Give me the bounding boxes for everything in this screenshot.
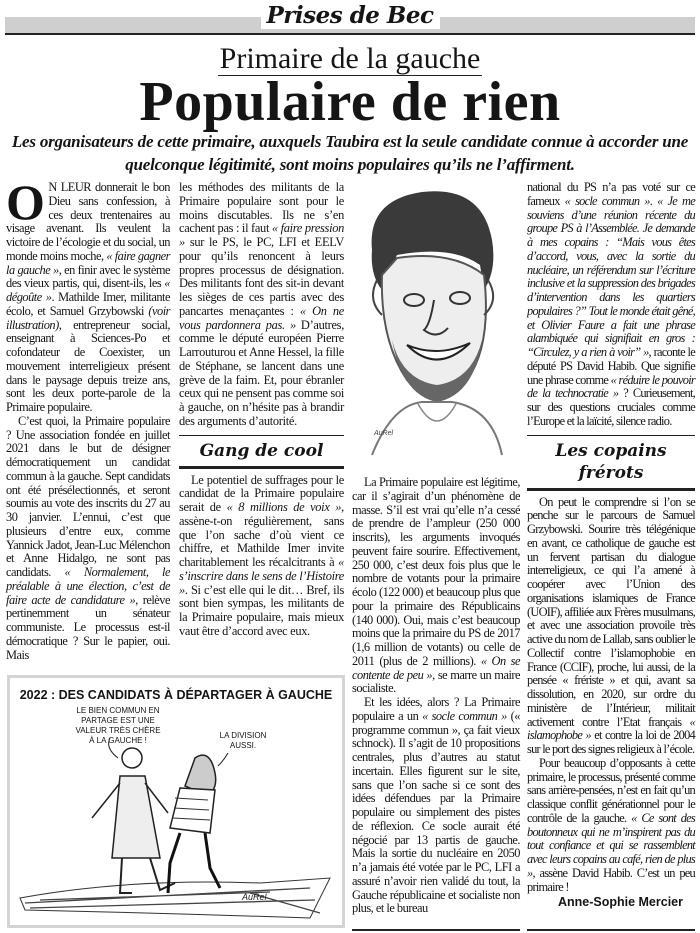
text-run: et contre la loi de 2004 sur le port des signes religieux à l’école. [527,728,695,756]
divider [179,466,344,469]
paragraph [527,181,695,429]
divider [179,435,344,437]
italic-quote: « Ce sont des boutonneux qui ne m’inspirent pas du tout confiance et qui se rassemblent avec leurs copains au café, rien de plus » [527,810,695,880]
text-run: Le potentiel de suffrages pour le candidat de la Primaire populaire serait de [179,472,344,514]
subhead-les-copains-frerots: Les copains frérots [555,441,667,483]
italic-quote: « islamophobe » [527,714,695,743]
editorial-cartoon [7,675,345,928]
divider [352,929,520,931]
text-run: D’autres, comme le député européen Pierre Larrouturou et Anne Hessel, la fille de Stéphane, se lancent dans une grève de la faim. Et, pour ébranler ceux qui ne pensent pas comme soi à gauche, on n’hésite pas à brandir des arguments d’autorité. [179,317,344,428]
italic-quote: « réduire le pouvoir de la technocratie » [527,372,695,401]
italic-quote: « dégoûte » [6,276,170,304]
cartoon-drawing [10,678,342,925]
illustration-signature: AuRel [374,430,394,437]
text-run: N LEUR donnerait le bon Dieu sans confession, à ces deux trentenaires au visage avenant. Ils veulent la victoire de l’écologie et du social, un monde moins moche, [6,180,170,263]
italic-quote: « s’inscrire dans le sens de l’Histoire » [179,555,344,597]
italic-quote: « On se contente de peu » [352,653,521,682]
italic-quote: « socle commun » [564,193,650,208]
text-run: , assène-t-on régulièrement, sans que l’on sache d’où vient ce chiffre, et Mathilde Imer invite charitablement les récalcitrants à [179,500,344,569]
rubric-title: Prises de Bec [261,2,440,29]
paragraph [6,174,171,415]
italic-quote: « 8 millions de voix » [226,500,342,514]
text-run: On peut le comprendre si l’on se penche sur le parcours de Samuel Grzybowski. Sourire très télégénique en avant, ce catholique de gauche est un fervent partisan du dialogue interreligieux, ce qui l’a amené à coopérer avec l’Union des organisations islamiques de France (UOIF), affiliée aux Frères musulmans, et avec une association provoile très active du nom de Lallab, sans oublier le Collectif contre l’islamophobie en France (CCIF), proche, lui aussi, de la pensée « frériste » et qui, avant sa dissolution, en 2020, sur ordre du ministère de l’Intérieur, militait activement contre l’Etat français [527,494,695,729]
column-1 [6,174,171,662]
column-3 [352,476,520,916]
text-run: les méthodes des militants de la Primaire populaire sont pour le moins discutables. Ils ne s’en cachent pas : il faut [179,180,344,236]
italic-quote: « Je me souviens d’une réunion récente du groupe PS à l’Assemblée. Je demande à mes copains : “Mais vous êtes d’accord, vous, avec la sortie du nucléaire, un référendum sur l’écriture inclusive et la suppression des brigades d’intervention dans les quartiers populaires ?” Tout le monde était gêné, et Olivier Faure a fait une phrase alambiquée qui signifiait en gros : “Circulez, y a rien à voir” » [527,193,696,359]
cartoon-signature: AuRel [242,892,267,902]
italic-quote: « socle commun » [422,708,507,723]
author-byline: Anne-Sophie Mercier [557,895,683,910]
text-run: , en finir avec le système des vieux partis, qui, disent-ils, les [6,262,171,291]
deck: Les organisateurs de cette primaire, auxquels Taubira est la seule candidate connue à accorder une quelconque légitimité, sont moins populaires qu’ils ne l’affirment. [11,132,689,174]
speech-bubble-left: LE BIEN COMMUN EN PARTAGE EST UNE VALEUR TRÈS CHÈRE À LA GAUCHE ! [75,706,161,745]
paragraph [527,496,695,757]
speech-bubble-right: LA DIVISION AUSSI. [219,731,267,750]
italic-quote: « faire gagner la gauche » [6,248,170,277]
divider [527,488,695,491]
text-run: C’est quoi, la Primaire populaire ? Une association fondée en juillet 2021 dans le but de désigner démocratiquement un candidat commun à la gauche. Sept candidats ont été présélectionnés, et seront soumis au vote des inscrits du 27 au 30 janvier. L’ennui, c’est que plusieurs d’entre eux, comme Yannick Jadot, Jean-Luc Mélenchon et Anne Hidalgo, ne sont pas candidats. [6,413,170,579]
paragraph [179,181,344,429]
paragraph [527,757,695,895]
text-run: Pour beaucoup d’opposants à cette primaire, le processus, présenté comme sans arrière-pensées, n’est en fait qu’un classique conflit générationnel pour le contrôle de la gauche. [527,755,695,825]
text-run: . Mathilde Imer, militante écolo, et Samuel Grzybowski [6,290,170,318]
subhead-gang-de-cool: Gang de cool [199,441,324,461]
text-run: , relève pertinemment un sénateur communiste. Le processus est-il démocratique ? Sur le papier, oui. Mais [6,592,170,662]
text-run: , raconte le député PS David Habib. Que signifie une phrase comme [527,345,696,387]
paragraph [352,476,520,696]
text-run: ? Curieusement, sur des questions cruciales comme l’Europe et la laïcité, silence radio. [527,386,695,428]
text-run: Et les idées, alors ? La Primaire populaire a un [352,695,520,723]
text-run: sur le PS, le PC, LFI et EELV pour qu’ils renoncent à leurs propres processus de désignation. Des militants font des sit-in devant les sièges de ces partis avec des pancartes menaçantes : [179,235,344,318]
italic-quote: « Normalement, le préalable à une élection, c’est de faire acte de candidature » [6,565,170,607]
rubric-rule [5,33,695,35]
divider [527,929,695,931]
text-run: , se marre un maire socialiste. [352,667,521,696]
text-run: national du PS n’a pas voté sur ce fameux [527,180,695,208]
paragraph [179,474,344,639]
italic-quote: « faire pression » [179,221,344,249]
kicker: Primaire de la gauche [219,42,481,75]
text-run: . Si c’est elle qui le dit… Bref, ils sont bien sympas, les militants de la Primaire populaire, mais mieux vaut être d’accord avec eux. [179,582,344,638]
paragraph [6,415,170,663]
italic-quote: « On ne vous pardonnera pas. » [179,303,345,332]
headline: Populaire de rien [139,71,561,133]
text-run: . [649,193,658,208]
cartoon-title: 2022 : DES CANDIDATS À DÉPARTAGER À GAUCHE [19,688,333,702]
divider [527,435,695,437]
column-4 [527,181,695,910]
column-2 [179,181,344,639]
text-run: , entrepreneur social, enseignant à Sciences-Po et cofondateur de Coexister, un mouvement interreligieux présent dans le paysage depuis treize ans, sont les deux porte-parole de la Primaire populaire. [6,317,170,414]
text-run: La Primaire populaire est légitime, car il s’agirait d’un phénomène de masse. S’il est vrai qu’elle n’a cessé de prendre de l’ampleur (250 000 inscrits), les arguments invoqués peuvent faire sourire. Effectivement, 250 000, c’est deux fois plus que le nombre de votants pour la primaire écolo (122 000) et beaucoup plus que pour la primaire des Républicains (140 000). Oui, mais c’est beaucoup moins que la primaire du PS de 2017 (1,6 million de votants) ou celle de 2011 (plus de 2 millions). [352,475,520,668]
drop-cap: O [6,174,45,230]
caricature-illustration [352,180,520,470]
text-run: (« programme commun », ça fait vieux schnock). Il s’agit de 10 propositions centrales, plus d’autres au statut incertain. Elles figurent sur le site, sans que l’on sache si ce sont des idées défendues par la Primaire populaire ou simplement des pistes de réflexion. Ce socle aurait été négocié par 13 partis de gauche. Mais la sortie du nucléaire en 2050 n’a jamais été votée par le PC, LFI a assuré n’avoir rien validé du tout, la Gauche républicaine et socialiste non plus, et le bureau [352,708,521,916]
paragraph [352,696,520,916]
text-run: , assène David Habib. C’est un peu primaire ! [527,865,695,894]
italic-quote: (voir illustration) [6,303,170,332]
